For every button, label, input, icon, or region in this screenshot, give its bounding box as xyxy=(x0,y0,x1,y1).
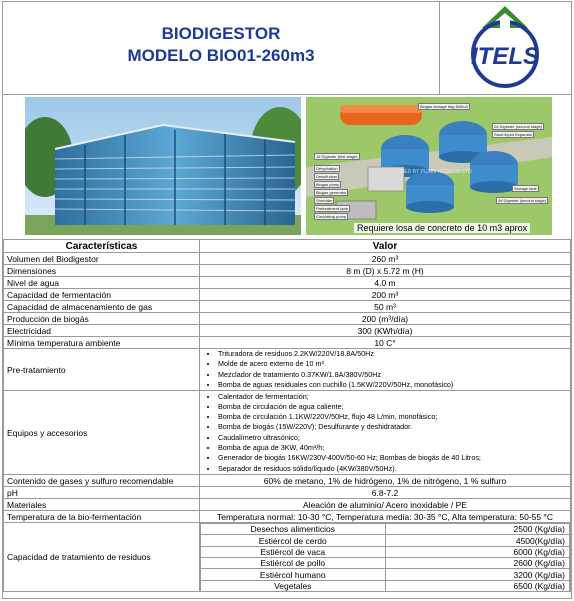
row-label: Equipos y accesorios xyxy=(4,391,200,475)
equipos-list xyxy=(203,392,567,474)
waste-type: Estiércol de pollo xyxy=(201,558,386,569)
list-item: • Bomba de biogás (15W/220V); Desulfurante y deshidratador. xyxy=(218,422,567,432)
col-header-caracteristicas: Características xyxy=(4,240,200,253)
capacidad-row xyxy=(201,524,570,535)
photo-strip xyxy=(3,94,571,240)
waste-type: Estiércol humano xyxy=(201,569,386,580)
waste-capacity: 2500 (Kg/día) xyxy=(385,524,570,535)
list-item: • Molde de acero externo de 10 m³ xyxy=(218,359,567,369)
row-value: 50 m³ xyxy=(200,301,571,313)
itels-logo xyxy=(440,2,571,94)
table-header-row xyxy=(4,240,571,253)
title-line-1: BIODIGESTOR xyxy=(161,24,281,43)
list-item: • Bomba de circulación 1.1KW/220V/50Hz, flujo 48 L/min, monofásico; xyxy=(218,412,567,422)
row-label: Volumen del Biodigestor xyxy=(4,253,200,265)
capacidad-row xyxy=(201,535,570,546)
concrete-slab-note: Requiere losa de concreto de 10 m3 aprox xyxy=(354,223,530,233)
label-digester-1: 1# Digester (first stage) xyxy=(316,154,358,159)
row-value: 200 (m³/día) xyxy=(200,313,571,325)
label-desulfurizer: Desulfurizer xyxy=(316,174,338,179)
row-value: 6.8-7.2 xyxy=(200,487,571,499)
row-value: 8 m (D) x 5.72 m (H) xyxy=(200,265,571,277)
list-item: • Trituradora de residuos 2.2KW/220V/18.8A/50Hz xyxy=(218,349,567,359)
row-value: 300 (KWh/día) xyxy=(200,325,571,337)
table-row-equipos xyxy=(4,391,571,475)
row-value: 60% de metano, 1% de hidrógeno, 1% de nitrógeno, 1 % sulfuro xyxy=(200,475,571,487)
label-storage-tank: Storage tank xyxy=(514,186,537,191)
biodigester-tank-photo xyxy=(25,97,301,235)
row-value: 200 m³ xyxy=(200,289,571,301)
row-value: 260 m³ xyxy=(200,253,571,265)
header xyxy=(3,2,571,94)
label-digester-3: 3# Digester (second stage) xyxy=(498,198,547,203)
row-label: Nivel de agua xyxy=(4,277,200,289)
row-label: Electricidad xyxy=(4,325,200,337)
row-value: Temperatura normal: 10-30 °C, Temperatura media: 30-35 °C, Alta temperatura: 50-55 °C xyxy=(200,511,571,523)
list-item: • Bomba de circulación de agua caliente; xyxy=(218,402,567,412)
plant-diagram-render xyxy=(306,97,552,235)
capacidad-row xyxy=(201,580,570,591)
table-row xyxy=(4,325,571,337)
waste-capacity: 2600 (Kg/día) xyxy=(385,558,570,569)
list-item: • Caudalímetro ultrasónico; xyxy=(218,433,567,443)
waste-capacity: 6500 (Kg/día) xyxy=(385,580,570,591)
table-row xyxy=(4,265,571,277)
table-row xyxy=(4,301,571,313)
list-item: • Bomba de aguas residuales con cuchillo (1.5KW/220V/50Hz, monofásico) xyxy=(218,380,567,390)
list-item: • Mezclador de tratamiento 0.37KW/1.8A/380V/50Hz xyxy=(218,370,567,380)
table-row-capacidad xyxy=(4,523,571,592)
spec-sheet xyxy=(2,1,572,599)
label-pretreatment: Pretreatment tank xyxy=(316,206,348,211)
table-row xyxy=(4,313,571,325)
table-row xyxy=(4,487,571,499)
list-item: • Separador de residuos sólido/líquido (4KW/380V/50Hz). xyxy=(218,464,567,474)
logo-text: ITELS xyxy=(470,43,540,70)
pretratamiento-list-cell xyxy=(200,349,571,391)
label-generator: Biogas generator xyxy=(316,190,347,195)
row-value: 4.0 m xyxy=(200,277,571,289)
list-item: • Calentador de fermentación; xyxy=(218,392,567,402)
label-circulating-pump: Circulating pump xyxy=(316,214,347,219)
label-biogas-pump: Biogas pump xyxy=(316,182,340,187)
title-line-2: MODELO BIO01-260m3 xyxy=(127,46,315,65)
capacidad-row xyxy=(201,546,570,557)
title-box xyxy=(3,2,440,94)
row-label: Contenido de gases y sulfuro recomendable xyxy=(4,475,200,487)
spec-table xyxy=(3,239,571,592)
waste-type: Desechos alimenticios xyxy=(201,524,386,535)
table-row xyxy=(4,337,571,349)
waste-type: Estiércol de cerdo xyxy=(201,535,386,546)
label-shredder: Shredder xyxy=(316,198,333,203)
capacidad-row xyxy=(201,569,570,580)
watermark-text: SED BY PUXIN TECH CO.,LTD xyxy=(401,169,472,175)
row-value: 10 C° xyxy=(200,337,571,349)
label-dehydration: Dehydration xyxy=(316,166,338,171)
table-row xyxy=(4,277,571,289)
row-label: Temperatura de la bio-fermentación xyxy=(4,511,200,523)
row-label: Dimensiones xyxy=(4,265,200,277)
capacidad-row xyxy=(201,558,570,569)
label-separator: Sand liquid Separator xyxy=(494,132,533,137)
row-label: Capacidad de tratamiento de residuos xyxy=(4,523,200,592)
waste-capacity: 3200 (Kg/día) xyxy=(385,569,570,580)
row-label: Capacidad de fermentación xyxy=(4,289,200,301)
table-row xyxy=(4,475,571,487)
list-item: • Generador de biogás 16KW/230V-400V/50-60 Hz; Bombas de biogás de 40 Litros; xyxy=(218,453,567,463)
pretratamiento-list xyxy=(203,349,567,390)
list-item: • Bomba de agua de 3KW, 40m³/h; xyxy=(218,443,567,453)
row-label: pH xyxy=(4,487,200,499)
table-row xyxy=(4,499,571,511)
waste-type: Vegetales xyxy=(201,580,386,591)
label-digester-2: 2# Digester (second stage) xyxy=(494,124,543,129)
row-label: Pre-tratamiento xyxy=(4,349,200,391)
row-label: Mínima temperatura ambiente xyxy=(4,337,200,349)
equipos-list-cell xyxy=(200,391,571,475)
label-biogas-storage: Biogas storage bag 600m3 xyxy=(420,104,468,109)
capacidad-subtable xyxy=(200,523,570,591)
capacidad-cell xyxy=(200,523,571,592)
row-label: Capacidad de almacenamiento de gas xyxy=(4,301,200,313)
table-row-pretratamiento xyxy=(4,349,571,391)
waste-type: Estiércol de vaca xyxy=(201,546,386,557)
waste-capacity: 4500(Kg/día) xyxy=(385,535,570,546)
table-row xyxy=(4,511,571,523)
waste-capacity: 6000 (Kg/día) xyxy=(385,546,570,557)
row-label: Materiales xyxy=(4,499,200,511)
col-header-valor: Valor xyxy=(200,240,571,253)
row-value: Aleación de aluminio/ Acero inoxidable / PE xyxy=(200,499,571,511)
table-row xyxy=(4,289,571,301)
row-label: Producción de biogás xyxy=(4,313,200,325)
table-row xyxy=(4,253,571,265)
